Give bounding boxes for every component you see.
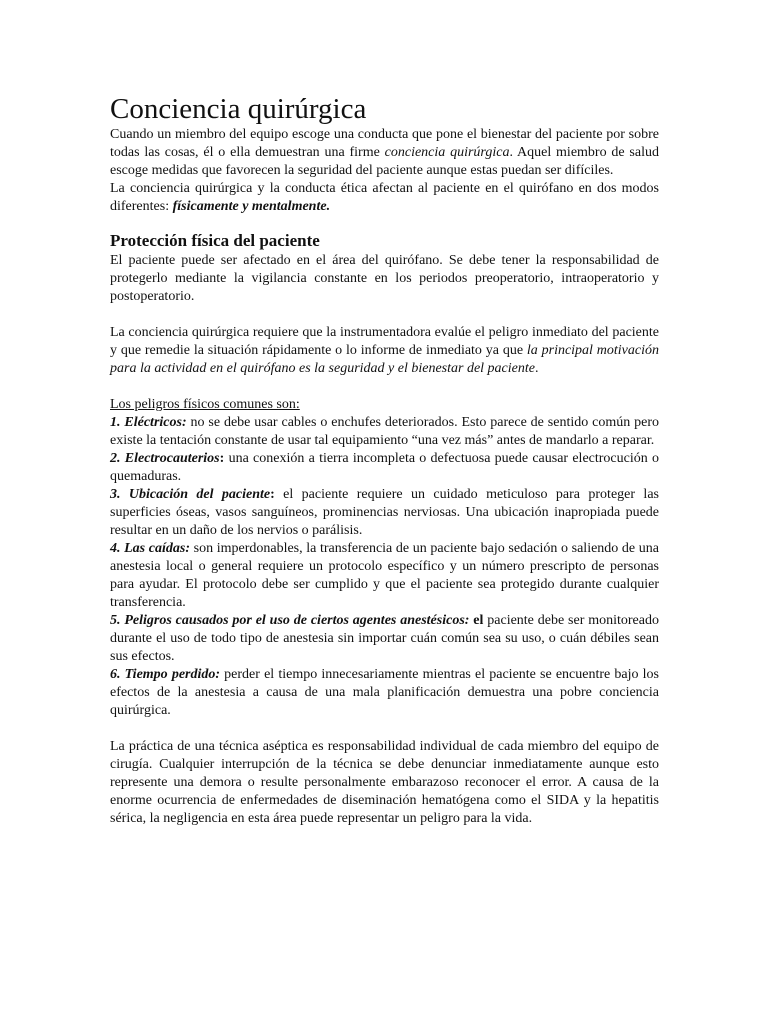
page-title: Conciencia quirúrgica	[110, 93, 367, 125]
hazard-item-electrocautery	[110, 450, 659, 486]
intro-paragraph-1	[110, 126, 659, 180]
section2-text-b: .	[534, 361, 539, 376]
hazard-label-tail: :	[270, 487, 275, 502]
hazard-label: 3. Ubicación del paciente	[110, 487, 271, 502]
hazard-text: perder el tiempo innecesariamente mientras el paciente se encuentre bajo los efectos de la anestesia a causa de una mala planificación demuestra una pobre conciencia quirúrgica.	[110, 667, 659, 718]
paragraph-spacer	[110, 306, 659, 324]
section-heading: Protección física del paciente	[110, 231, 320, 250]
hazard-item-lost-time	[110, 666, 659, 720]
hazard-text: no se debe usar cables o enchufes deteriorados. Esto parece de sentido común pero existe la tentación constante de usar tal equipamiento “una vez más” antes de mandarlo a reparar.	[110, 415, 659, 448]
intro2-text: La conciencia quirúrgica y la conducta ética afectan al paciente en el quirófano en dos modos diferentes:	[110, 181, 659, 214]
intro-text-a: Cuando un miembro del equipo escoge una conducta que pone el bienestar del paciente por sobre todas las cosas, él o ella demuestran una firme	[110, 127, 659, 160]
hazard-label: 1. Eléctricos:	[110, 415, 187, 430]
intro2-emphasis: físicamente y mentalmente.	[172, 199, 331, 214]
hazard-label: 5. Peligros causados por el uso de ciertos agentes anestésicos:	[110, 613, 470, 628]
hazard-item-electrical	[110, 414, 659, 450]
intro-emphasis: conciencia quirúrgica	[384, 145, 510, 160]
document-body	[110, 92, 659, 828]
hazard-item-falls	[110, 540, 659, 612]
intro-paragraph-2	[110, 180, 659, 216]
section2-emphasis: la principal motivación para la actividad en el quirófano es la seguridad y el bienestar del paciente	[110, 343, 659, 376]
closing-paragraph: La práctica de una técnica aséptica es responsabilidad individual de cada miembro del equipo de cirugía. Cualquier interrupción de la técnica se debe denunciar inmediatamente aunque esto represente una demora o resulte personalmente embarazoso reconocer el error. A causa de la enorme ocurrencia de enfermedades de diseminación hematógena como el SIDA y la hepatitis sérica, la negligencia en esta área puede representar un peligro para la vida.	[110, 739, 659, 826]
section-paragraph-1: El paciente puede ser afectado en el área del quirófano. Se debe tener la responsabilidad de protegerlo mediante la vigilancia constante en los periodos preoperatorio, intraoperatorio y postoperatorio.	[110, 253, 659, 304]
paragraph-spacer	[110, 720, 659, 738]
hazard-label: 6. Tiempo perdido:	[110, 667, 221, 682]
hazard-label: 2. Electrocauterios	[110, 451, 220, 466]
section-paragraph-2	[110, 324, 659, 378]
hazard-item-positioning	[110, 486, 659, 540]
hazard-label-tail: el	[469, 613, 484, 628]
hazard-label-tail: :	[219, 451, 225, 466]
hazards-heading-text: Los peligros físicos comunes son:	[110, 397, 300, 412]
intro-text-b: . Aquel miembro de salud escoge medidas que favorecen la seguridad del paciente aunque estas puedan ser difíciles.	[110, 145, 659, 178]
hazard-text: una conexión a tierra incompleta o defectuosa puede causar electrocución o quemaduras.	[110, 451, 659, 484]
hazard-label: 4. Las caídas:	[110, 541, 190, 556]
hazard-text: paciente debe ser monitoreado durante el uso de todo tipo de anestesia sin importar cuán común sea su uso, o cuán débiles sean sus efectos.	[110, 613, 659, 664]
section2-text-a: La conciencia quirúrgica requiere que la instrumentadora evalúe el peligro inmediato del paciente y que remedie la situación rápidamente o lo informe de inmediato ya que	[110, 325, 659, 358]
hazard-text: son imperdonables, la transferencia de un paciente bajo sedación o saliendo de una anestesia local o general requiere un protocolo específico y un número prescripto de personas para ayudar. El protocolo debe ser cumplido y que el paciente sea protegido durante cualquier transferencia.	[110, 541, 659, 610]
hazards-list-heading	[110, 396, 659, 414]
hazard-item-anesthetics	[110, 612, 659, 666]
hazard-text: el paciente requiere un cuidado meticuloso para proteger las superficies óseas, vasos sanguíneos, prominencias nerviosas. Una ubicación inapropiada puede resultar en un daño de los nervios o parálisis.	[110, 487, 659, 538]
paragraph-spacer	[110, 378, 659, 396]
